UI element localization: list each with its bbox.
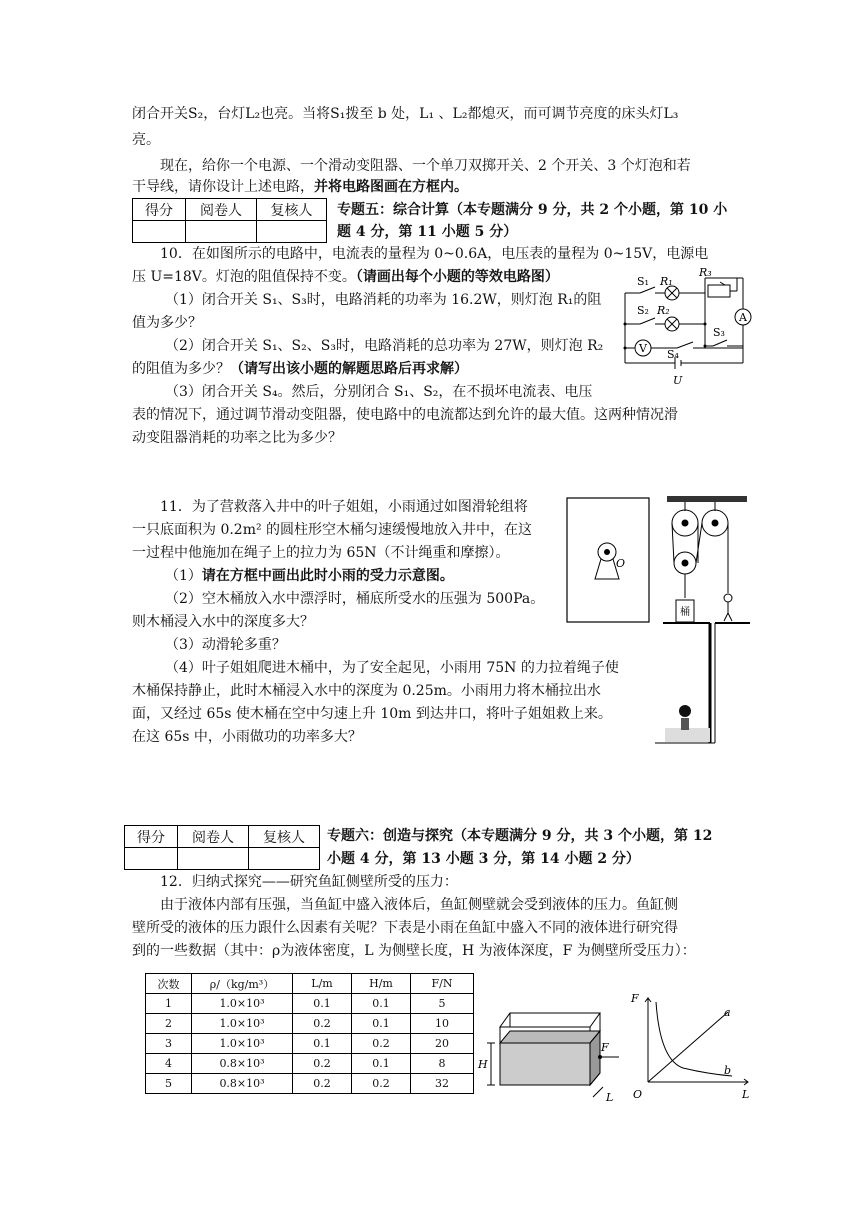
circuit-s4-label: S₄	[667, 348, 679, 361]
table-cell: 0.2	[352, 1034, 411, 1054]
q11-line: （2）空木桶放入水中漂浮时，桶底所受水的压强为 500Pa。	[165, 591, 545, 607]
table-cell: 32	[411, 1074, 474, 1094]
table-cell: 0.8×10³	[192, 1054, 293, 1074]
table-cell: 0.1	[352, 1014, 411, 1034]
q11-line: 则木桶浸入水中的深度多大？	[132, 614, 314, 630]
table-header-row	[146, 974, 474, 994]
table-cell: 0.2	[293, 1014, 352, 1034]
topic5-heading: 题 4 分，第 11 小题 5 分）	[337, 224, 518, 240]
graph-f-label: F	[631, 992, 639, 1005]
reader-label: 阅卷人	[186, 199, 257, 221]
tank-h-label: H	[478, 1058, 488, 1071]
circuit-s2-label: S₂	[637, 304, 649, 317]
bucket-label: 桶	[680, 607, 690, 618]
q12-line: 由于液体内部有压强，当鱼缸中盛入液体后，鱼缸侧壁就会受到液体的压力。鱼缸侧	[160, 897, 678, 913]
circuit-r2-label: R₂	[657, 304, 670, 317]
graph-l-label: L	[742, 1088, 750, 1101]
voltmeter-label: V	[639, 342, 647, 355]
q10-line: （1）闭合开关 S₁、S₃时，电路消耗的功率为 16.2W，则灯泡 R₁的阻	[165, 292, 602, 308]
table-row	[146, 994, 474, 1014]
force-diagram-box[interactable]	[566, 497, 650, 623]
data-table	[145, 973, 474, 1094]
para-line: 闭合开关S₂，台灯L₂也亮。当将S₁拨至 b 处，L₁ 、L₂都熄灭，而可调节亮度的床头灯L₃	[132, 106, 679, 122]
q10-line: 10．在如图所示的电路中，电流表的量程为 0~0.6A，电压表的量程为 0~15V，电源电	[160, 246, 709, 262]
box-o-label: O	[616, 557, 626, 570]
score-box	[124, 825, 320, 870]
table-row	[146, 1014, 474, 1034]
score-label: 得分	[125, 826, 178, 848]
circuit-s3-label: S₃	[713, 326, 725, 339]
tank-l-label: L	[606, 1091, 614, 1104]
ammeter-label: A	[739, 311, 747, 324]
fish-tank-diagram	[473, 1005, 633, 1105]
force-length-graph	[628, 990, 758, 1102]
score-cell[interactable]	[133, 221, 186, 243]
q10-line: 值为多少？	[132, 315, 202, 331]
checker-cell[interactable]	[249, 848, 320, 870]
q10-line: （2）闭合开关 S₁、S₂、S₃时，电路消耗的总功率为 27W，则灯泡 R₂	[165, 338, 604, 354]
table-cell: 4	[146, 1054, 192, 1074]
q11-line: （4）叶子姐姐爬进木桶中，为了安全起见，小雨用 75N 的力拉着绳子使	[165, 660, 619, 676]
table-row	[146, 1074, 474, 1094]
table-cell: 1.0×10³	[192, 1034, 293, 1054]
q11-line: （3）动滑轮多重？	[165, 637, 286, 653]
circuit-s1-label: S₁	[637, 275, 649, 288]
q11-line: 在这 65s 中，小雨做功的功率多大？	[132, 729, 362, 745]
table-cell: 0.2	[352, 1074, 411, 1094]
table-cell: 0.1	[293, 994, 352, 1014]
graph-b-label: b	[724, 1064, 732, 1077]
circuit-r1-label: R₁	[660, 275, 673, 288]
checker-label: 复核人	[257, 199, 327, 221]
q10-line: 动变阻器消耗的功率之比为多少？	[132, 430, 342, 446]
para-line: 亮。	[132, 132, 160, 148]
table-header: ρ/（kg/m³）	[192, 974, 293, 994]
q12-line: 到的一些数据（其中：ρ为液体密度，L 为侧壁长度，H 为液体深度，F 为侧壁所受压力）：	[132, 943, 696, 959]
q11-line: （1）请在方框中画出此时小雨的受力示意图。	[165, 568, 454, 584]
q11-line: 一过程中他施加在绳子上的拉力为 65N（不计绳重和摩擦）。	[132, 545, 510, 561]
q11-line: 面，又经过 65s 使木桶在空中匀速上升 10m 到达井口，将叶子姐姐救上来。	[132, 706, 612, 722]
q12-line: 壁所受的液体的压力跟什么因素有关呢？下表是小雨在鱼缸中盛入不同的液体进行研究得	[132, 920, 678, 936]
table-cell: 0.1	[352, 994, 411, 1014]
table-cell: 0.8×10³	[192, 1074, 293, 1094]
table-cell: 5	[411, 994, 474, 1014]
para-line: 干导线，请你设计上述电路，并将电路图画在方框内。	[132, 179, 468, 195]
table-cell: 20	[411, 1034, 474, 1054]
score-label: 得分	[133, 199, 186, 221]
reader-label: 阅卷人	[178, 826, 249, 848]
topic6-heading: 小题 4 分，第 13 小题 3 分，第 14 小题 2 分）	[327, 851, 640, 867]
q10-line: 的阻值为多少？（请写出该小题的解题思路后再求解）	[132, 361, 468, 377]
q10-line: 压 U=18V。灯泡的阻值保持不变。（请画出每个小题的等效电路图）	[132, 269, 559, 285]
score-box	[132, 198, 327, 243]
topic6-heading: 专题六：创造与探究（本专题满分 9 分，共 3 个小题，第 12	[327, 828, 713, 844]
table-cell: 10	[411, 1014, 474, 1034]
circuit-u-label: U	[673, 374, 683, 386]
score-cell[interactable]	[125, 848, 178, 870]
table-row	[146, 1034, 474, 1054]
q10-line: （3）闭合开关 S₄。然后，分别闭合 S₁、S₂，在不损坏电流表、电压	[165, 384, 593, 400]
table-cell: 2	[146, 1014, 192, 1034]
table-header: L/m	[293, 974, 352, 994]
circuit-r3-label: R₃	[699, 268, 712, 279]
table-header: 次数	[146, 974, 192, 994]
table-cell: 8	[411, 1054, 474, 1074]
q10-line: 表的情况下，通过调节滑动变阻器，使电路中的电流都达到允许的最大值。这两种情况滑	[132, 407, 678, 423]
checker-cell[interactable]	[257, 221, 327, 243]
q11-line: 木桶保持静止，此时木桶浸入水中的深度为 0.25m。小雨用力将木桶拉出水	[132, 683, 601, 699]
table-cell: 0.1	[293, 1034, 352, 1054]
q11-line: 一只底面积为 0.2m² 的圆柱形空木桶匀速缓慢地放入井中，在这	[132, 522, 533, 538]
pulley-well-figure	[655, 493, 755, 748]
tank-f-label: F	[601, 1041, 609, 1054]
table-row	[146, 1054, 474, 1074]
circuit-diagram	[615, 268, 755, 386]
table-cell: 0.2	[293, 1054, 352, 1074]
table-header: H/m	[352, 974, 411, 994]
checker-label: 复核人	[249, 826, 320, 848]
table-cell: 3	[146, 1034, 192, 1054]
table-cell: 1.0×10³	[192, 994, 293, 1014]
reader-cell[interactable]	[186, 221, 257, 243]
table-cell: 1.0×10³	[192, 1014, 293, 1034]
graph-o-label: O	[633, 1088, 643, 1101]
q11-line: 11．为了营救落入井中的叶子姐姐，小雨通过如图滑轮组将	[160, 499, 528, 515]
q12-line: 12．归纳式探究——研究鱼缸侧壁所受的压力：	[160, 874, 458, 890]
topic5-heading: 专题五：综合计算（本专题满分 9 分，共 2 个小题，第 10 小	[337, 202, 728, 218]
table-cell: 5	[146, 1074, 192, 1094]
table-cell: 0.1	[352, 1054, 411, 1074]
table-cell: 0.2	[293, 1074, 352, 1094]
graph-a-label: a	[724, 1006, 731, 1019]
reader-cell[interactable]	[178, 848, 249, 870]
para-line: 现在，给你一个电源、一个滑动变阻器、一个单刀双掷开关、2 个开关、3 个灯泡和若	[160, 158, 691, 174]
table-cell: 1	[146, 994, 192, 1014]
table-header: F/N	[411, 974, 474, 994]
